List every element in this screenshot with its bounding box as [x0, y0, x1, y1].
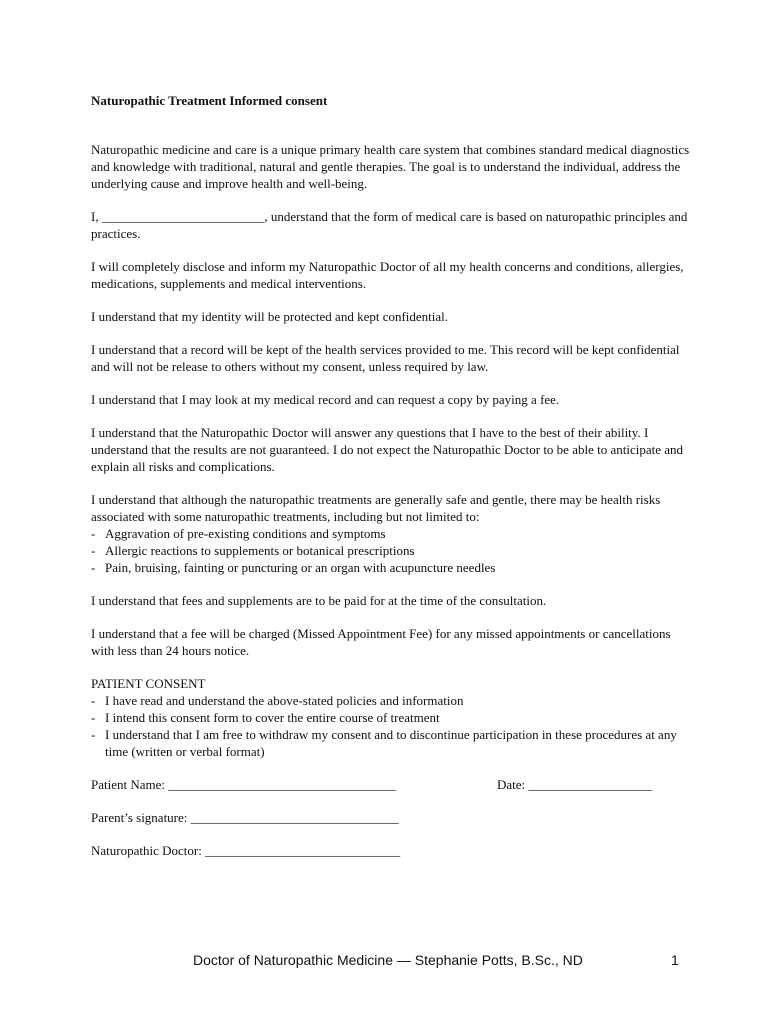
- list-item: - Allergic reactions to supplements or botanical prescriptions: [91, 542, 691, 559]
- parent-signature-row: [91, 809, 691, 826]
- missed-appointment-paragraph: I understand that a fee will be charged (Missed Appointment Fee) for any missed appointments or cancellations with less than 24 hours notice.: [91, 626, 671, 658]
- document-title: Naturopathic Treatment Informed consent: [91, 93, 328, 108]
- identity-paragraph: I understand that my identity will be protected and kept confidential.: [91, 309, 449, 324]
- risks-intro-paragraph: I understand that although the naturopathic treatments are generally safe and gentle, there may be health risks associated with some naturopathic treatments, including but not limited to:: [91, 492, 661, 524]
- consent-list: [91, 692, 691, 760]
- doctor-signature-row: [91, 842, 691, 859]
- disclose-paragraph: I will completely disclose and inform my Naturopathic Doctor of all my health concerns and conditions, allergies, medications, supplements and medical interventions.: [91, 259, 684, 291]
- copy-paragraph: I understand that I may look at my medical record and can request a copy by paying a fee.: [91, 392, 560, 407]
- page-number: 1: [671, 952, 679, 968]
- principles-paragraph: I, _________________________, understand that the form of medical care is based on naturopathic principles and practices.: [91, 209, 688, 241]
- document-body: [91, 92, 691, 875]
- patient-signature-row: [91, 776, 691, 793]
- consent-heading: PATIENT CONSENT: [91, 676, 206, 691]
- date-line[interactable]: Date: ___________________: [497, 777, 652, 792]
- questions-paragraph: I understand that the Naturopathic Doctor will answer any questions that I have to the best of their ability. I understand that the results are not guaranteed. I do not expect the Naturopathic Doctor to be able to anticipate and explain all risks and complications.: [91, 425, 684, 474]
- list-item: - I understand that I am free to withdraw my consent and to discontinue participation in these procedures at any time (written or verbal format): [91, 726, 691, 760]
- list-item: - I have read and understand the above-stated policies and information: [91, 692, 691, 709]
- list-item: - I intend this consent form to cover the entire course of treatment: [91, 709, 691, 726]
- risks-list: [91, 525, 691, 576]
- doctor-signature-line[interactable]: Naturopathic Doctor: ______________________________: [91, 843, 401, 858]
- parent-signature-line[interactable]: Parent’s signature: ________________________________: [91, 810, 399, 825]
- patient-name-line[interactable]: Patient Name: ___________________________________: [91, 777, 396, 792]
- footer-text: Doctor of Naturopathic Medicine — Stephanie Potts, B.Sc., ND: [193, 952, 583, 968]
- list-item: - Aggravation of pre-existing conditions and symptoms: [91, 525, 691, 542]
- record-paragraph: I understand that a record will be kept of the health services provided to me. This record will be kept confidential and will not be release to others without my consent, unless required by law.: [91, 342, 680, 374]
- intro-paragraph: Naturopathic medicine and care is a unique primary health care system that combines standard medical diagnostics and knowledge with traditional, natural and gentle therapies. The goal is to understand the individual, address the underlying cause and improve health and well-being.: [91, 142, 690, 191]
- fees-paragraph: I understand that fees and supplements are to be paid for at the time of the consultation.: [91, 593, 547, 608]
- list-item: - Pain, bruising, fainting or puncturing or an organ with acupuncture needles: [91, 559, 691, 576]
